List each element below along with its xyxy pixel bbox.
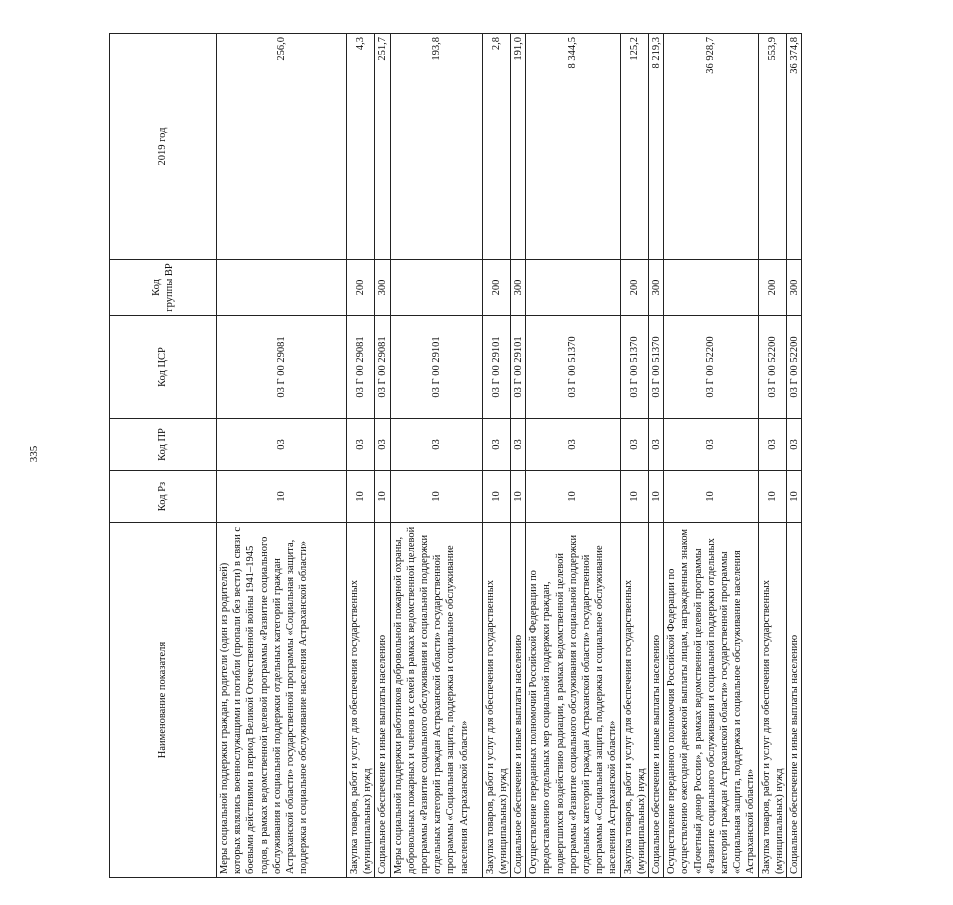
row-vr: 300 bbox=[787, 260, 802, 316]
table-header bbox=[110, 34, 217, 878]
row-csr: 03 Г 00 29101 bbox=[482, 316, 510, 419]
header-vr: Код группы ВР bbox=[110, 260, 217, 316]
row-rz: 10 bbox=[620, 471, 648, 523]
table-row bbox=[787, 34, 802, 878]
table-row bbox=[375, 34, 390, 878]
budget-table bbox=[109, 33, 802, 878]
row-rz: 10 bbox=[511, 471, 526, 523]
row-vr bbox=[217, 260, 347, 316]
row-amount: 256,0 bbox=[217, 34, 347, 260]
row-csr: 03 Г 00 29081 bbox=[347, 316, 375, 419]
row-pr: 03 bbox=[758, 419, 786, 471]
row-vr: 200 bbox=[758, 260, 786, 316]
row-amount: 36 374,8 bbox=[787, 34, 802, 260]
row-rz: 10 bbox=[347, 471, 375, 523]
row-csr: 03 Г 00 29081 bbox=[217, 316, 347, 419]
row-pr: 03 bbox=[375, 419, 390, 471]
row-rz: 10 bbox=[664, 471, 758, 523]
row-rz: 10 bbox=[217, 471, 347, 523]
table-row bbox=[511, 34, 526, 878]
row-csr: 03 Г 00 29101 bbox=[390, 316, 482, 419]
row-name: Осуществление переданных полномочий Российской Федерации по предоставлению отдельных мер социальной поддержки граждан, подвергшихся воздействию радиации, в рамках ведомственной целевой программы «Развитие социального обслуживания и социальной поддержки отдельных категорий граждан Астраханской области» государственной программы «Социальная защита, поддержка и социальное обслуживание населения Астраханской области» bbox=[526, 523, 620, 878]
row-name: Социальное обеспечение и иные выплаты населению bbox=[649, 523, 664, 878]
row-vr: 300 bbox=[375, 260, 390, 316]
row-vr bbox=[664, 260, 758, 316]
row-pr: 03 bbox=[390, 419, 482, 471]
row-vr: 300 bbox=[649, 260, 664, 316]
row-csr: 03 Г 00 52200 bbox=[787, 316, 802, 419]
header-name: Наименование показателя bbox=[110, 523, 217, 878]
row-pr: 03 bbox=[511, 419, 526, 471]
row-pr: 03 bbox=[787, 419, 802, 471]
page-number: 335 bbox=[28, 445, 40, 463]
row-amount: 2,8 bbox=[482, 34, 510, 260]
row-csr: 03 Г 00 29081 bbox=[375, 316, 390, 419]
row-name: Закупка товаров, работ и услуг для обеспечения государственных (муниципальных) нужд bbox=[347, 523, 375, 878]
table-row bbox=[390, 34, 482, 878]
row-amount: 191,0 bbox=[511, 34, 526, 260]
row-rz: 10 bbox=[375, 471, 390, 523]
row-amount: 193,8 bbox=[390, 34, 482, 260]
row-name: Социальное обеспечение и иные выплаты населению bbox=[375, 523, 390, 878]
row-name: Закупка товаров, работ и услуг для обеспечения государственных (муниципальных) нужд bbox=[758, 523, 786, 878]
row-rz: 10 bbox=[787, 471, 802, 523]
row-pr: 03 bbox=[482, 419, 510, 471]
row-pr: 03 bbox=[649, 419, 664, 471]
header-rz: Код Рз bbox=[110, 471, 217, 523]
table-row bbox=[758, 34, 786, 878]
table-row bbox=[217, 34, 347, 878]
row-pr: 03 bbox=[526, 419, 620, 471]
header-csr: Код ЦСР bbox=[110, 316, 217, 419]
row-vr: 200 bbox=[620, 260, 648, 316]
row-csr: 03 Г 00 52200 bbox=[664, 316, 758, 419]
row-amount: 36 928,7 bbox=[664, 34, 758, 260]
row-vr: 300 bbox=[511, 260, 526, 316]
table-row bbox=[620, 34, 648, 878]
row-amount: 125,2 bbox=[620, 34, 648, 260]
table-row bbox=[664, 34, 758, 878]
row-name: Меры социальной поддержки граждан, родители (один из родителей) которых являлись военнослужащими и погибли (пропали без вести) в связи с боевыми действиями в период Великой Отечественной войны 1941–1945 годов, в рамках ведомственной целевой программы «Развитие социального обслуживания и социальной поддержки отдельных категорий граждан Астраханской области» государственной программы «Социальная защита, поддержка и социальное обслуживание населения Астраханской области» bbox=[217, 523, 347, 878]
row-vr bbox=[526, 260, 620, 316]
row-amount: 251,7 bbox=[375, 34, 390, 260]
table-row bbox=[347, 34, 375, 878]
row-csr: 03 Г 00 51370 bbox=[620, 316, 648, 419]
row-pr: 03 bbox=[347, 419, 375, 471]
table-row bbox=[649, 34, 664, 878]
table-row bbox=[482, 34, 510, 878]
row-amount: 553,9 bbox=[758, 34, 786, 260]
row-vr: 200 bbox=[482, 260, 510, 316]
row-rz: 10 bbox=[758, 471, 786, 523]
row-pr: 03 bbox=[217, 419, 347, 471]
row-csr: 03 Г 00 29101 bbox=[511, 316, 526, 419]
row-vr: 200 bbox=[347, 260, 375, 316]
header-row bbox=[110, 34, 217, 878]
row-name: Меры социальной поддержки работников добровольной пожарной охраны, добровольных пожарных и членов их семей в рамках ведомственной целевой программы «Развитие социального обслуживания и социальной поддержки отдельных категорий граждан Астраханской области» государственной программы «Социальная защита, поддержка и социальное обслуживание населения Астраханской области» bbox=[390, 523, 482, 878]
row-rz: 10 bbox=[649, 471, 664, 523]
row-amount: 8 344,5 bbox=[526, 34, 620, 260]
row-name: Социальное обеспечение и иные выплаты населению bbox=[787, 523, 802, 878]
header-pr: Код ПР bbox=[110, 419, 217, 471]
row-csr: 03 Г 00 52200 bbox=[758, 316, 786, 419]
row-name: Закупка товаров, работ и услуг для обеспечения государственных (муниципальных) нужд bbox=[620, 523, 648, 878]
rotated-page-content bbox=[109, 34, 801, 878]
row-name: Закупка товаров, работ и услуг для обеспечения государственных (муниципальных) нужд bbox=[482, 523, 510, 878]
table-row bbox=[526, 34, 620, 878]
row-vr bbox=[390, 260, 482, 316]
rotated-table-area bbox=[109, 34, 953, 874]
row-rz: 10 bbox=[526, 471, 620, 523]
row-rz: 10 bbox=[482, 471, 510, 523]
row-pr: 03 bbox=[664, 419, 758, 471]
row-csr: 03 Г 00 51370 bbox=[649, 316, 664, 419]
row-name: Социальное обеспечение и иные выплаты населению bbox=[511, 523, 526, 878]
row-csr: 03 Г 00 51370 bbox=[526, 316, 620, 419]
row-amount: 8 219,3 bbox=[649, 34, 664, 260]
row-amount: 4,3 bbox=[347, 34, 375, 260]
row-name: Осуществление переданного полномочия Российской Федерации по осуществлению ежегодной денежной выплаты лицам, награжденным знаком «Почетный донор России», в рамках ведомственной целевой программы «Развитие социального обслуживания и социальной поддержки отдельных категорий граждан Астраханской области» государственной программы «Социальная защита, поддержка и социальное обслуживание населения Астраханской области» bbox=[664, 523, 758, 878]
row-rz: 10 bbox=[390, 471, 482, 523]
row-pr: 03 bbox=[620, 419, 648, 471]
header-year: 2019 год bbox=[110, 34, 217, 260]
table-body bbox=[217, 34, 802, 878]
